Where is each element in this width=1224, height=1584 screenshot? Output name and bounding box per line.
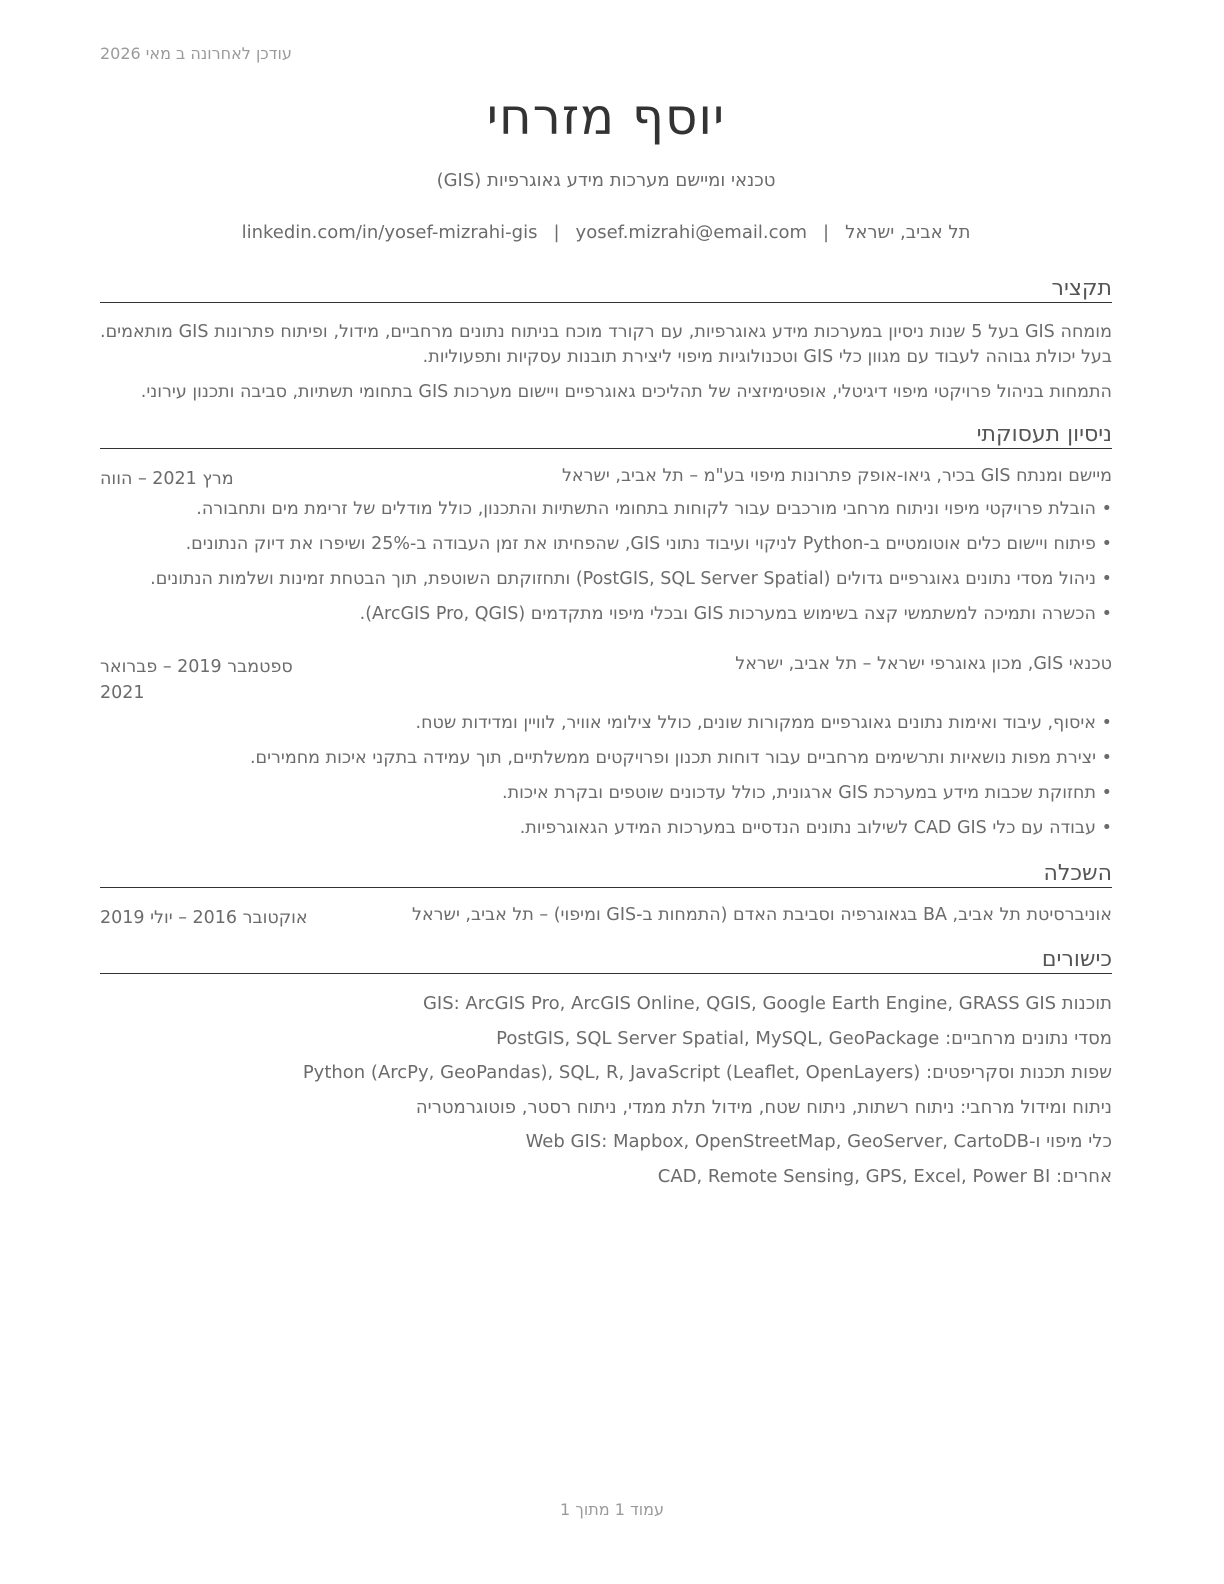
bullet-text: הכשרה ותמיכה למשתמשי קצה בשימוש במערכות GIS ובכלי מיפוי מתקדמים (ArcGIS Pro, QGIS). bbox=[359, 604, 1096, 624]
contact-line bbox=[100, 222, 1112, 243]
bullet-icon: • bbox=[1101, 783, 1112, 803]
summary-paragraph: התמחות בניהול פרויקטי מיפוי דיגיטלי, אופטימיזציה של תהליכים גאוגרפיים ויישום מערכות GIS בתחומי תשתיות, סביבה ותכנון עירוני. bbox=[140, 382, 1112, 402]
skill-line: אחרים: CAD, Remote Sensing, GPS, Excel, Power BI bbox=[657, 1165, 1112, 1187]
section-title-skills: כישורים bbox=[100, 947, 1112, 974]
candidate-name: יוסף מזרחי bbox=[486, 88, 726, 146]
skill-line: שפות תכנות וסקריפטים: Python (ArcPy, GeoPandas), SQL, R, JavaScript (Leaflet, OpenLayers) bbox=[302, 1062, 1112, 1084]
section-title-experience: ניסיון תעסוקתי bbox=[100, 422, 1112, 449]
education-dates: אוקטובר 2016 – יולי 2019 bbox=[100, 908, 308, 928]
job-bullets bbox=[100, 711, 1112, 851]
section-title-education: השכלה bbox=[100, 861, 1112, 888]
skill-line: תוכנות GIS: ArcGIS Pro, ArcGIS Online, QGIS, Google Earth Engine, GRASS GIS bbox=[422, 993, 1112, 1014]
bullet-text: ניהול מסדי נתונים גאוגרפיים גדולים (PostGIS, SQL Server Spatial) ותחזוקתם השוטפת, תוך הבטחת זמינות ושלמות הנתונים. bbox=[150, 569, 1096, 589]
last-updated: עודכן לאחרונה ב מאי 2026 bbox=[100, 44, 292, 63]
job-dates: מרץ 2021 – הווה bbox=[100, 469, 234, 489]
bullet-icon: • bbox=[1101, 604, 1112, 624]
skills-list bbox=[100, 991, 1112, 1199]
skill-line: מסדי נתונים מרחביים: PostGIS, SQL Server Spatial, MySQL, GeoPackage bbox=[496, 1027, 1112, 1049]
page-number: עמוד 1 מתוך 1 bbox=[560, 1500, 664, 1519]
job-bullets bbox=[100, 497, 1112, 637]
list-item bbox=[100, 497, 1112, 532]
bullet-icon: • bbox=[1101, 534, 1112, 554]
list-item bbox=[100, 532, 1112, 567]
summary-paragraph: מומחה GIS בעל 5 שנות ניסיון במערכות מידע גאוגרפיות, עם רקורד מוכח בניתוח נתונים מרחביים, מידול, ופיתוח פתרונות GIS מותאמים. בעל יכולת גבוהה לעבוד עם מגוון כלי GIS וטכנולוגיות מיפוי ליצירת תובנות עסקיות ותפעוליות. bbox=[100, 322, 1112, 367]
bullet-text: הובלת פרויקטי מיפוי וניתוח מרחבי מורכבים עבור לקוחות בתחומי התשתיות והתכנון, כולל מודלים של זרימת מים ותחבורה. bbox=[196, 499, 1096, 519]
contact-separator: | bbox=[553, 222, 560, 243]
contact-email[interactable]: yosef.mizrahi@email.com bbox=[575, 222, 808, 243]
contact-location: תל אביב, ישראל bbox=[845, 222, 971, 243]
skill-line: ניתוח ומידול מרחבי: ניתוח רשתות, ניתוח שטח, מידול תלת ממדי, ניתוח רסטר, פוטוגרמטריה bbox=[415, 1096, 1112, 1118]
job-title: מיישם ומנתח GIS בכיר, גיאו-אופק פתרונות מיפוי בע"מ – תל אביב, ישראל bbox=[561, 466, 1112, 486]
list-item bbox=[100, 816, 1112, 851]
list-item bbox=[100, 567, 1112, 602]
section-title-summary: תקציר bbox=[100, 276, 1112, 303]
contact-linkedin[interactable]: linkedin.com/in/yosef-mizrahi-gis bbox=[241, 222, 538, 243]
bullet-text: איסוף, עיבוד ואימות נתונים גאוגרפיים ממקורות שונים, כולל צילומי אוויר, לוויין ומדידות שטח. bbox=[415, 713, 1096, 733]
bullet-text: יצירת מפות נושאיות ותרשימים מרחביים עבור דוחות תכנון ופרויקטים ממשלתיים, תוך עמידה בתקני איכות מחמירים. bbox=[249, 748, 1096, 768]
bullet-text: פיתוח ויישום כלים אוטומטיים ב-Python לניקוי ועיבוד נתוני GIS, שהפחיתו את זמן העבודה ב-25% ושיפרו את דיוק הנתונים. bbox=[185, 534, 1096, 554]
bullet-text: עבודה עם כלי CAD GIS לשילוב נתונים הנדסיים במערכות המידע הגאוגרפיות. bbox=[519, 818, 1096, 838]
list-item bbox=[100, 711, 1112, 746]
bullet-icon: • bbox=[1101, 499, 1112, 519]
list-item bbox=[100, 781, 1112, 816]
bullet-text: תחזוקת שכבות מידע במערכת GIS ארגונית, כולל עדכונים שוטפים ובקרת איכות. bbox=[502, 783, 1096, 803]
bullet-icon: • bbox=[1101, 569, 1112, 589]
resume-page bbox=[100, 0, 1112, 1584]
skill-line: כלי מיפוי ו-Web GIS: Mapbox, OpenStreetMap, GeoServer, CartoDB bbox=[525, 1131, 1112, 1153]
list-item bbox=[100, 602, 1112, 637]
bullet-icon: • bbox=[1101, 713, 1112, 733]
bullet-icon: • bbox=[1101, 748, 1112, 768]
job-title: טכנאי GIS, מכון גאוגרפי ישראל – תל אביב, ישראל bbox=[735, 654, 1112, 674]
education-institution: אוניברסיטת תל אביב, BA בגאוגרפיה וסביבת האדם (התמחות ב-GIS ומיפוי) – תל אביב, ישראל bbox=[412, 905, 1112, 925]
candidate-title: טכנאי ומיישם מערכות מידע גאוגרפיות (GIS) bbox=[436, 170, 776, 191]
contact-separator: | bbox=[823, 222, 830, 243]
list-item bbox=[100, 746, 1112, 781]
job-dates: ספטמבר 2019 – פברואר 2021 bbox=[100, 657, 293, 703]
bullet-icon: • bbox=[1101, 818, 1112, 838]
